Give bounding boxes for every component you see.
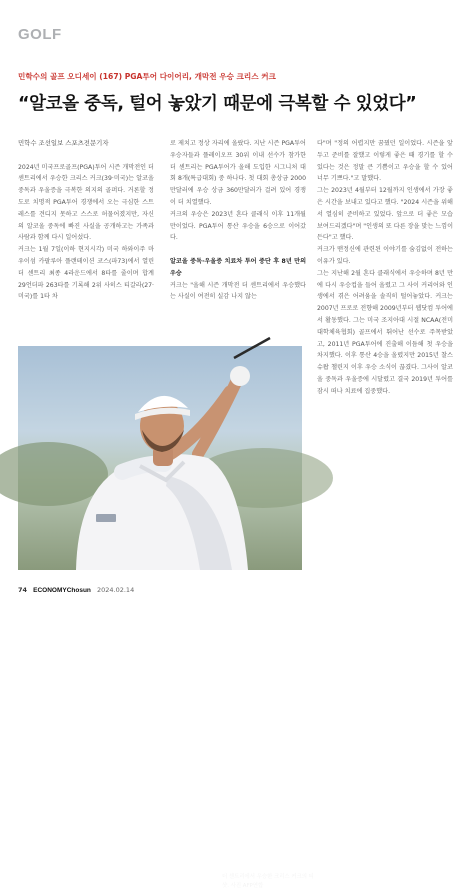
section-subhead: 알코올 중독·우울증 치료차 투어 중단 후 8년 만의 우승: [170, 257, 306, 277]
photo-caption: 더 센트리에서 우승한 크리스 커크의 티샷. 사진 AFP연합: [222, 874, 314, 889]
article-headline: “알코올 중독, 털어 놓았기 때문에 극복할 수 있었다”: [18, 94, 417, 114]
section-label: GOLF: [18, 26, 62, 43]
paragraph: 그는 2023년 4월부터 12월까지 인생에서 가장 좋은 시간을 보내고 있다고 했다. "2024 시즌을 위해서 열심히 준비하고 있었다. 앞으로 더 좋은 모습 보여드리겠다"며 "인생의 또 다른 장을 맞는 느낌이 든다"고 했다.: [317, 187, 453, 242]
paragraph: 2024년 미국프로골프(PGA)투어 시즌 개막전인 더 센트리에서 우승한 크리스 커크(39·미국)는 알코올 중독과 우울증을 극복한 의지의 골퍼다. 거론할 정도로 치명적 PGA투어 경쟁에서 오는 극심한 스트레스를 견디지 못하고 스스로 허물어졌지만, 자신의 알코올 중독에 빠진 사실을 공개하고는 가족과 사람과 함께 다시 일어섰다.: [18, 163, 154, 242]
page-number: 74: [18, 586, 28, 594]
article-kicker: 민학수의 골프 오디세이 (167) PGA투어 다이어리, 개막전 우승 크리스 커크: [18, 72, 276, 81]
paragraph: 커크가 맨정신에 관련된 이야기를 숨김없이 전하는 이유가 있다.: [317, 246, 453, 265]
paragraph: 커크는 "올해 시즌 개막전 더 센트리에서 우승했다는 사실이 여전히 실감 나지 않는: [170, 281, 306, 301]
article-column-3: [317, 138, 453, 398]
byline: 민학수 조선일보 스포츠전문기자: [18, 139, 109, 147]
golfer-illustration: [18, 346, 302, 570]
page-footer: [18, 586, 134, 594]
paragraph: 그는 지난해 2월 혼다 클래식에서 우승하며 8년 만에 다시 우승컵을 들어 올렸고 그 사이 커리어와 인생에서 겪은 어려움을 솔직히 털어놓았다. 커크는 2007년 프로로 전향해 2009년부터 웹닷컴 투어에서 활동했다. 그는 미국 조지아대 시절 NCAA(전미대학체육협회) 골프에서 뛰어난 선수로 주목받았고, 2011년 PGA투어에 진출해 이듬해 첫 우승을 차지했다. 이후 통산 4승을 올렸지만 2015년 찰스 슈왑 챌린지 이후 우승 소식이 끊겼다. 그사이 알코올 중독과 우울증에 시달렸고 결국 2019년 투어를 잠시 떠나 치료에 집중했다.: [317, 269, 453, 395]
paragraph: 커크의 우승은 2023년 혼다 클래식 이후 11개월 만이었다. PGA투어 통산 우승을 6승으로 이어갔다.: [170, 210, 306, 242]
article-column-2: [170, 138, 306, 303]
paragraph: 다"며 "정의 어렵지만 꿈꿨던 일이었다. 시즌을 앞두고 준비를 잘했고 이렇게 좋은 때 경기를 할 수 있다는 것은 정말 큰 기쁨이고 우승을 할 수 있어 너무 기쁘다."고 말했다.: [317, 140, 453, 183]
magazine-logo: ECONOMYChosun: [33, 587, 91, 594]
paragraph: 로 제치고 정상 자리에 올랐다. 지난 시즌 PGA투어 우승자들과 플레이오프 30위 이내 선수가 참가한 더 센트리는 PGA투어가 올해 도입한 시그니처 대회 8개(특급대회) 중 하나다. 첫 대회 총상금 2000만달러에 우승 상금 360만달러가 걸려 있어 경쟁이 더 치열했다.: [170, 140, 306, 206]
paragraph: 커크는 1월 7일(이하 현지시각) 미국 하와이주 마우이섬 카팔루아 플랜테이션 코스(파73)에서 열린 더 센트리 최종 4라운드에서 8타를 줄이며 합계 29언더파 263타를 기록해 2위 사히스 티갈라(27·미국)를 1타 차: [18, 246, 154, 301]
issue-date: 2024.02.14: [96, 586, 135, 594]
article-column-1: [18, 138, 154, 303]
